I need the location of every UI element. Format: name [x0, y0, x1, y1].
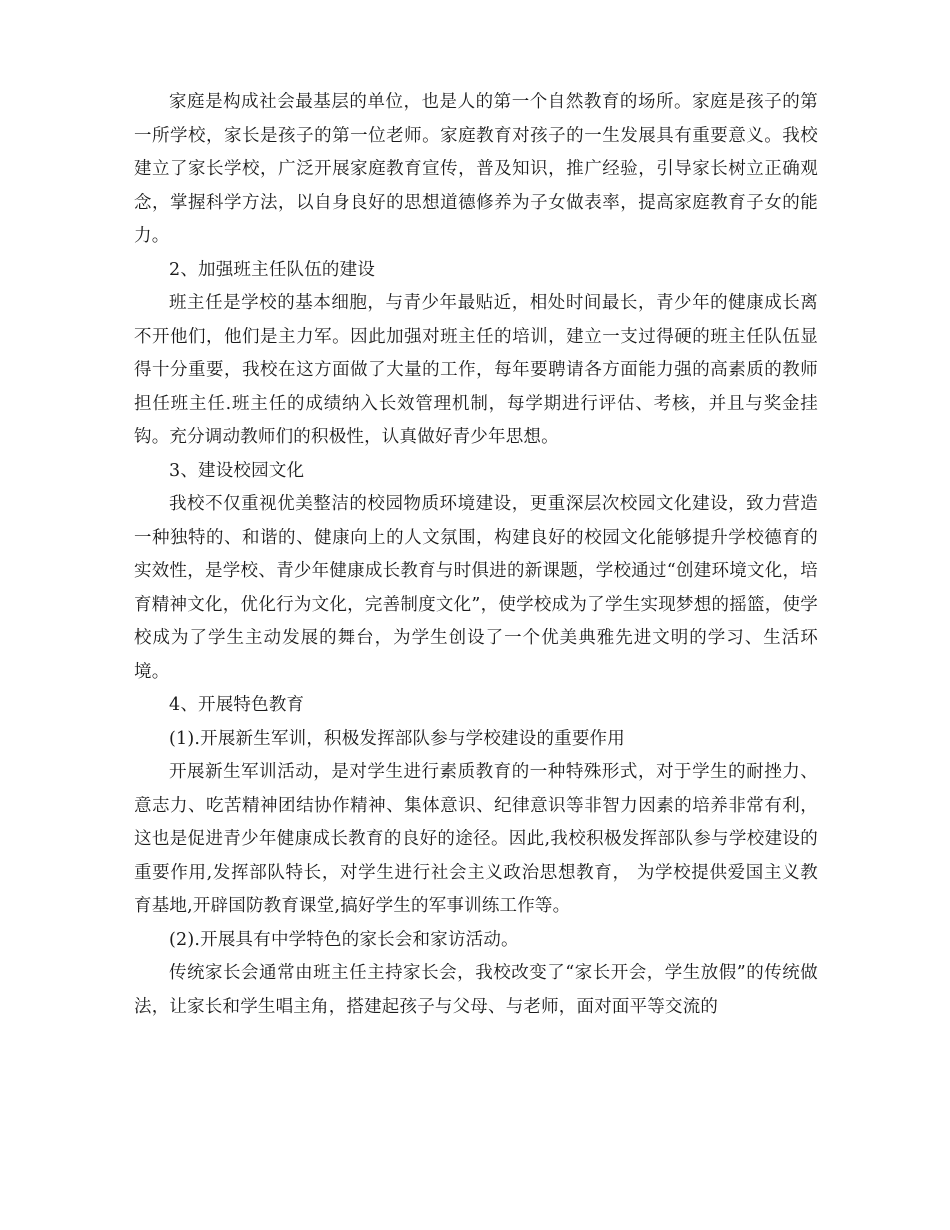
subheading-military-training: (1).开展新生军训，积极发挥部队参与学校建设的重要作用 [169, 728, 625, 749]
heading-special-education: 4、开展特色教育 [169, 695, 305, 715]
heading-class-teacher-team: 2、加强班主任队伍的建设 [169, 259, 376, 280]
subheading-parent-meetings: (2).开展具有中学特色的家长会和家访活动。 [169, 929, 519, 950]
paragraph-family-education: 家庭是构成社会最基层的单位，也是人的第一个自然教育的场所。家庭是孩子的第一所学校，家长是孩子的第一位老师。家庭教育对孩子的一生发展具有重要意义。我校建立了家长学校，广泛开展家庭教育宣传，普及知识，推广经验，引导家长树立正确观念，掌握科学方法，以自身良好的思想道德修养为子女做表率，提高家庭教育子女的能力。 [134, 92, 818, 246]
heading-campus-culture: 3、建设校园文化 [169, 460, 305, 481]
paragraph-campus-culture: 我校不仅重视优美整洁的校园物质环境建设，更重深层次校园文化建设，致力营造一种独特的、和谐的、健康向上的人文氛围，构建良好的校园文化能够提升学校德育的实效性，是学校、青少年健康成长教育与时俱进的新课题，学校通过“创建环境文化，培育精神文化，优化行为文化，完善制度文化”，使学校成为了学生实现梦想的摇篮，使学校成为了学生主动发展的舞台，为学生创设了一个优美典雅先进文明的学习、生活环境。 [134, 494, 818, 682]
paragraph-class-teacher-team: 班主任是学校的基本细胞，与青少年最贴近，相处时间最长，青少年的健康成长离不开他们，他们是主力军。因此加强对班主任的培训，建立一支过得硬的班主任队伍显得十分重要，我校在这方面做了大量的工作，每年要聘请各方面能力强的高素质的教师担任班主任.班主任的成绩纳入长效管理机制，每学期进行评估、考核，并且与奖金挂钩。充分调动教师们的积极性，认真做好青少年思想。 [134, 293, 818, 447]
paragraph-military-training: 开展新生军训活动，是对学生进行素质教育的一种特殊形式，对于学生的耐挫力、意志力、吃苦精神团结协作精神、集体意识、纪律意识等非智力因素的培养非常有利，这也是促进青少年健康成长教育的良好的途径。因此,我校积极发挥部队参与学校建设的重要作用,发挥部队特长，对学生进行社会主义政治思想教育， 为学校提供爱国主义教育基地,开辟国防教育课堂,搞好学生的军事训练工作等。 [134, 762, 818, 916]
paragraph-parent-meetings: 传统家长会通常由班主任主持家长会，我校改变了“家长开会，学生放假”的传统做法，让家长和学生唱主角，搭建起孩子与父母、与老师，面对面平等交流的 [134, 963, 818, 1017]
